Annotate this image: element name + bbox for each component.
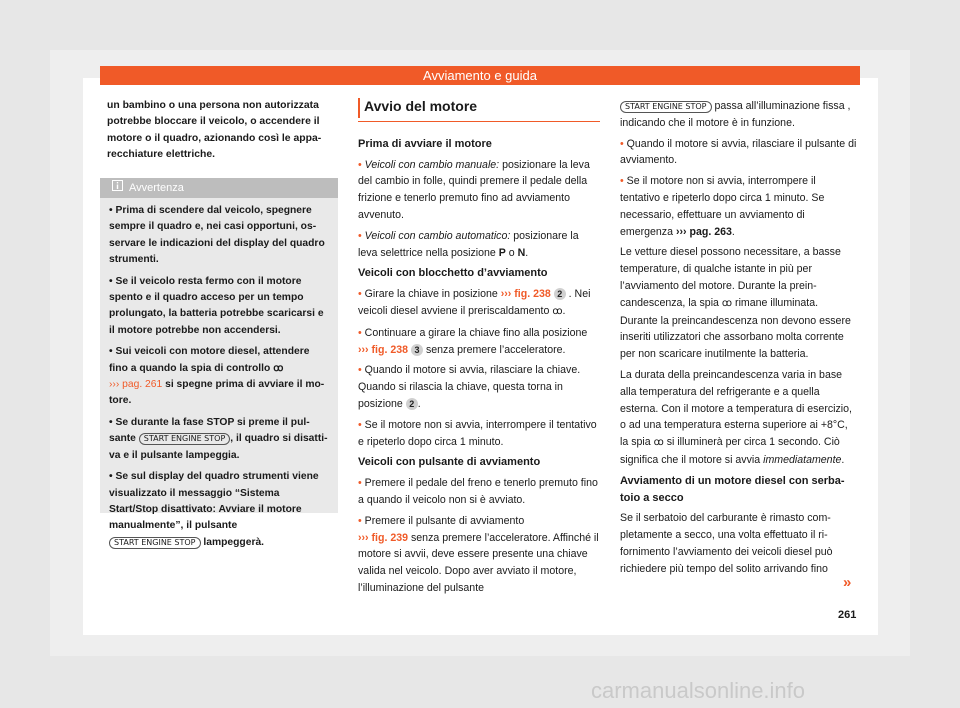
title-accent-bar [358,98,360,118]
warning-header [100,178,338,198]
intro-text: un bambino o una persona non autorizzata potrebbe bloccare il veicolo, o accendere il motore o il quadro, azionando così le apparecchiature elettriche. [107,100,322,161]
fig-link-238[interactable]: ››› fig. 238 [358,343,409,356]
subheading-key: Veicoli con blocchetto d’avviamento [358,267,548,280]
warning-item-5: • Se sul display del quadro strumenti viene visualizzato il messaggio “Sistema Start/Stop disattivato: Avviare il motore manualmente”, il pulsante START ENGINE STOP lampeggerà. [109,471,319,548]
page-link-261[interactable]: ››› pag. 261 [109,379,163,391]
fig-link-239[interactable]: ››› fig. 239 [358,531,409,544]
start-engine-stop-button-label: START ENGINE STOP [109,537,201,549]
subheading-before-start: Prima di avviare il motore [358,137,492,150]
callout-2: 2 [406,398,418,410]
subheading-dry-tank: Avviamento di un motore diesel con serbatoio a secco [620,474,845,504]
bullet-turn-key: • Girare la chiave in posizione ››› fig. 238 2 . Nei veicoli diesel avviene il preriscaldamento ꝏ. [358,288,591,317]
start-engine-stop-button-label: START ENGINE STOP [620,101,712,113]
page-link-263[interactable]: ››› pag. 263 [675,225,732,238]
paragraph-button-light: START ENGINE STOP passa all’illuminazione fissa , indicando che il motore è in funzione. [620,100,851,129]
warning-body [100,198,338,551]
section-title: Avvio del motore [364,98,478,114]
bullet-automatic: • Veicoli con cambio automatico: posizionare la leva selettrice nella posizione P o N. [358,229,579,259]
paragraph-diesel-cold: Le vetture diesel possono necessitare, a basse temperature, di qualche istante in più per l’avviamento del motore. Durante la preincandescenza, la spia ꝏ rimane illuminata. Durante la preincandescenza non devono essere inseriti utilizzatori che assorbano molta corrente per non scaricare inutilmente la batteria. [620,246,851,361]
callout-2: 2 [554,288,566,300]
warning-item-3: • Sui veicoli con motore diesel, attendere fino a quando la spia di controllo ꝏ ››› pag. 261 si spegne prima di avviare il motore. [109,346,325,407]
column-middle [358,98,600,601]
warning-title: Avvertenza [129,182,184,194]
paragraph-dry-tank: Se il serbatoio del carburante è rimasto completamente a secco, una volta effettuato il rifornimento l’avviamento dei veicoli diesel può richiedere più tempo del solito arrivando fino [620,512,833,575]
warning-box [100,178,338,548]
paragraph-preheat-duration: La durata della preincandescenza varia in base alla temperatura del refrigerante e a quella esterna. Con il motore a temperatura di esercizio, o ad una temperatura esterna superiore ai +8°C, la spia ꝏ si illuminerà per circa 1 secondo. Ciò significa che il motore si avvia immediatamente. [620,368,852,466]
glow-plug-icon: ꝏ [552,305,563,317]
column-left [107,98,337,168]
bullet-retry: • Se il motore non si avvia, interrompere il tentativo e ripeterlo dopo circa 1 minuto. [358,418,597,448]
subheading-button: Veicoli con pulsante di avviamento [358,456,541,469]
page-number: 261 [838,609,857,621]
bullet-release-key: • Quando il motore si avvia, rilasciare la chiave. Quando si rilascia la chiave, questa torna in posizione 2 . [358,364,581,410]
info-icon [112,178,123,198]
glow-plug-icon: ꝏ [273,362,284,374]
bullet-press-button: • Premere il pulsante di avviamento ››› fig. 239 senza premere l’acceleratore. Affinché il motore si avvii, deve essere presente una chiave valida nel veicolo. Dopo aver avviato il motore, l’illuminazione del pulsante [358,514,599,594]
glow-plug-icon: ꝏ [721,297,733,309]
watermark: carmanualsonline.info [591,678,806,703]
fig-link-238[interactable]: ››› fig. 238 [500,288,551,301]
section-title-wrap [358,98,600,122]
bullet-manual: • Veicoli con cambio manuale: posizionare la leva del cambio in folle, quindi premere il pedale della frizione e tenerlo premuto fino ad avviamento avvenuto. [358,158,590,221]
bullet-continue-key: • Continuare a girare la chiave fino alla posizione ››› fig. 238 3 senza premere l’acceleratore. [358,326,588,356]
warning-item-4: • Se durante la fase STOP si preme il pulsante START ENGINE STOP , il quadro si disattiva e il pulsante lampeggia. [109,416,328,461]
warning-item-2: • Se il veicolo resta fermo con il motore spento e il quadro acceso per un tempo prolungato, la batteria potrebbe scaricarsi e il motore potrebbe non accendersi. [109,275,324,336]
start-engine-stop-button-label: START ENGINE STOP [139,433,231,445]
column-right [620,98,858,582]
glow-plug-icon: ꝏ [653,437,664,449]
callout-3: 3 [411,344,423,356]
bullet-brake: • Premere il pedale del freno e tenerlo premuto fino a quando il veicolo non si è avviato. [358,477,598,506]
warning-item-1: • Prima di scendere dal veicolo, spegnere sempre il quadro e, nei casi opportuni, osservare le indicazioni del display del quadro strumenti. [109,205,325,266]
bullet-release-button: • Quando il motore si avvia, rilasciare il pulsante di avviamento. [620,137,857,167]
continue-arrow: » [843,574,852,591]
chapter-header: Avviamento e guida [100,66,860,85]
bullet-emergency: • Se il motore non si avvia, interrompere il tentativo e ripeterlo dopo circa 1 minuto. Se necessario, effettuare un avviamento di emergenza ››› pag. 263. [620,175,825,238]
